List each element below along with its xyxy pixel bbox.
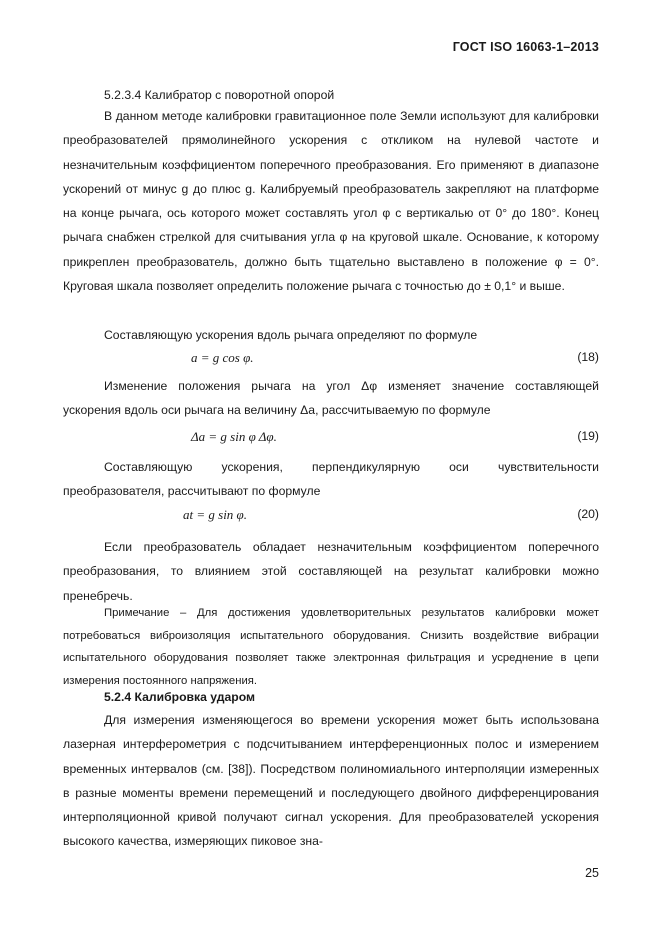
section-5-2-3-4-paragraph-3 [63,374,599,423]
section-5-2-3-4-paragraph-4 [63,455,599,504]
section-5-2-3-4-paragraph-1 [63,104,599,298]
formula-19-expression: Δa = g sin φ Δφ. [191,429,277,444]
formula-20-expression: at = g sin φ. [183,507,247,522]
formula-19 [63,429,599,449]
section-5-2-3-4-paragraph-2 [63,323,599,347]
page-number: 25 [585,866,599,880]
paragraph-text: Составляющую ускорения, перпендикулярную оси чувствительности преобразователя, рассчитывают по формуле [63,460,599,499]
formula-20-number: (20) [577,507,599,521]
paragraph-text: В данном методе калибровки гравитационное поле Земли используют для калибровки преобразователей прямолинейного ускорения с откликом на нулевой частоте и незначительным коэффициентом поперечного преобразования. Его применяют в диапазоне ускорений от минус g до плюс g. Калибруемый преобразователь закрепляют на платформе на конце рычага, ось которого может составлять угол φ с вертикалью от 0° до 180°. Конец рычага снабжен стрелкой для считывания угла φ на круговой шкале. Основание, к которому прикреплен преобразователь, должно быть тщательно выставлено в положение φ = 0°. Круговая шкала позволяет определить положение рычага с точностью до ± 0,1° и выше. [63,109,599,294]
section-5-2-4-heading: 5.2.4 Калибровка ударом [104,690,255,704]
paragraph-text: Изменение положения рычага на угол Δφ изменяет значение составляющей ускорения вдоль оси рычага на величину Δa, рассчитываемую по формуле [63,379,599,418]
formula-18-number: (18) [577,350,599,364]
section-5-2-3-4-paragraph-5 [63,535,599,608]
formula-20 [63,507,599,527]
note-block [63,602,599,692]
paragraph-text: Если преобразователь обладает незначительным коэффициентом поперечного преобразования, то влиянием этой составляющей на результат калибровки можно пренебречь. [63,540,599,603]
paragraph-text: Составляющую ускорения вдоль рычага определяют по формуле [104,328,478,342]
note-text: Примечание – Для достижения удовлетворительных результатов калибровки может потребоваться виброизоляция испытательного оборудования. Снизить воздействие вибрации испытательного оборудования позволяет также электронная фильтрация и усреднение в цепи измерения постоянного напряжения. [63,607,599,687]
paragraph-text: Для измерения изменяющегося во времени ускорения может быть использована лазерная интерферометрия с подсчитыванием интерференционных полос и измерением временных интервалов (см. [38]). Посредством полиномиального интерполяции измеренных в разные моменты времени перемещений и последующего двойного дифференцирования интерполяционной кривой получают сигнал ускорения. Для преобразователей ускорения высокого качества, измеряющих пиковое зна- [63,713,599,849]
section-5-2-3-4-heading: 5.2.3.4 Калибратор с поворотной опорой [104,88,335,102]
section-5-2-4-paragraph-1 [63,708,599,854]
formula-19-number: (19) [577,429,599,443]
formula-18 [63,350,599,370]
document-code-header: ГОСТ ISO 16063-1–2013 [452,40,599,54]
formula-18-expression: a = g cos φ. [191,350,254,365]
